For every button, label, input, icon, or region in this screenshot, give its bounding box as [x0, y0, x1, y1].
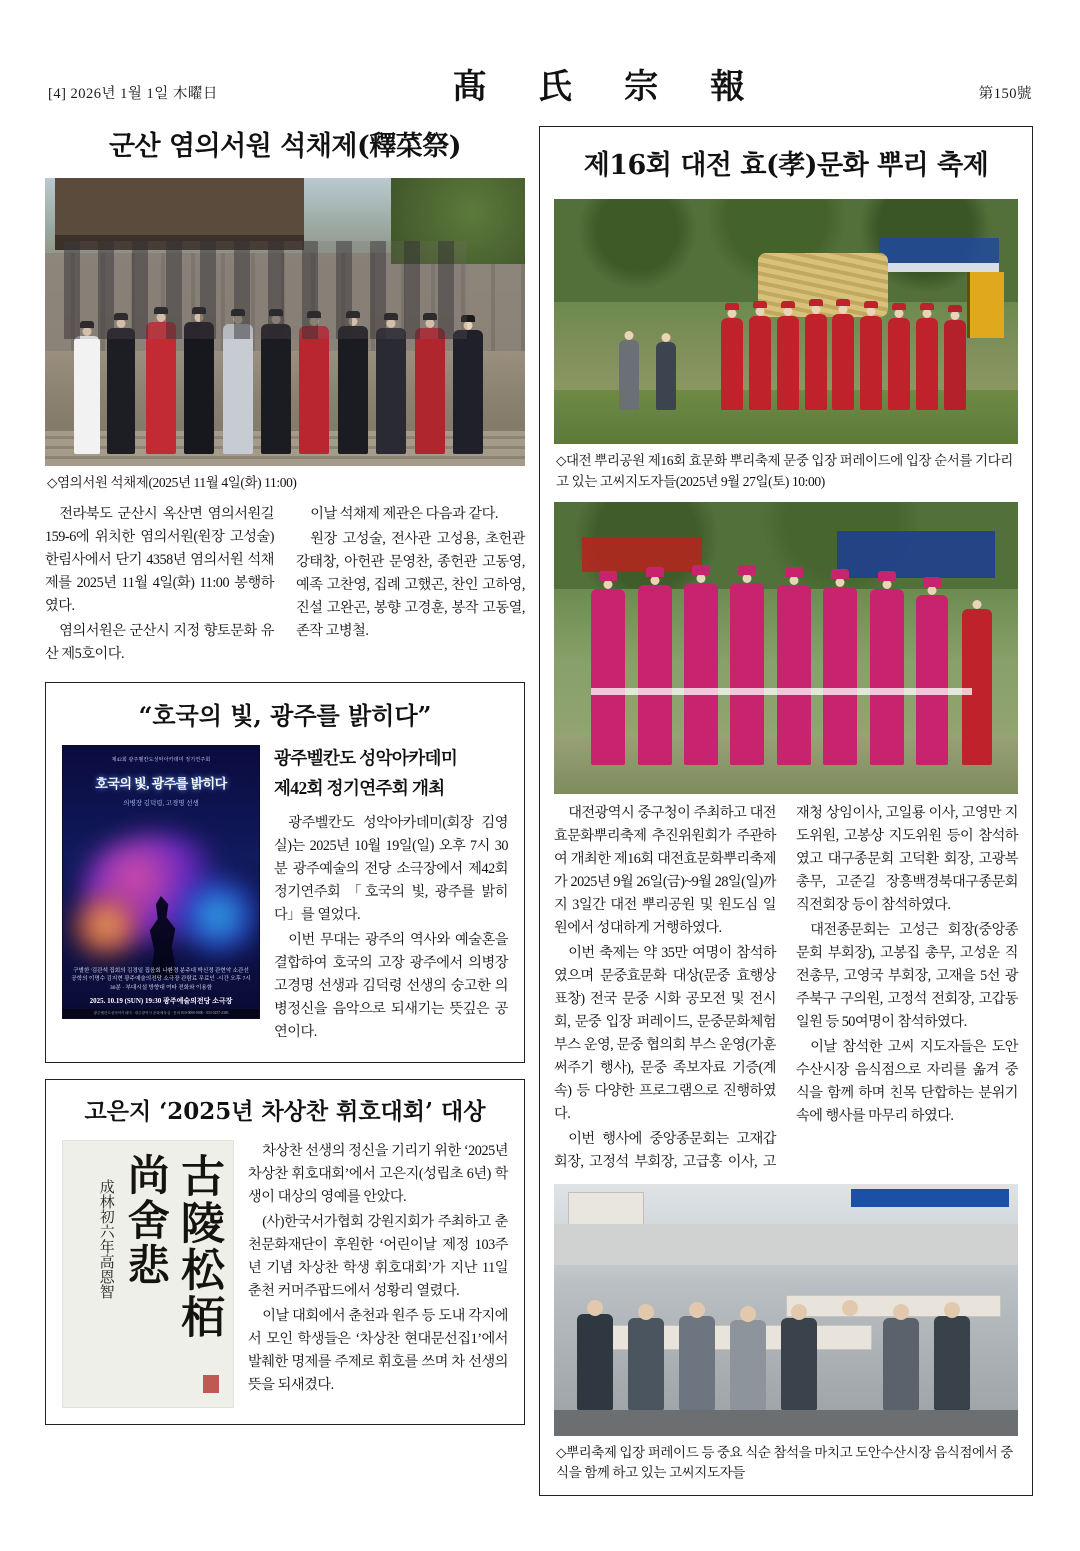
article2-content [62, 745, 508, 1046]
photo-figure [934, 1316, 970, 1410]
article2-para-1: 광주벨칸도 성악아카데미(회장 김영실)는 2025년 10월 19일(일) 오후 7시 30분 광주예술의 전당 소극장에서 제42회 정기연주회 「호국의 빛, 광주를 밝히다」를 열었다. [274, 814, 508, 923]
article1-caption: ◇염의서원 석채제(2025년 11월 4일(화) 11:00) [47, 474, 297, 490]
masthead-title: 髙 氏 宗 報 [452, 67, 765, 107]
right-column [539, 126, 1033, 1496]
photo-figure [184, 322, 214, 454]
article2-body [274, 812, 508, 1044]
photo-figure [916, 318, 938, 410]
article3-para-1: 차상찬 선생의 정신을 기리기 위한 ‘2025년 차상찬 휘호대회’에서 고은지(성립초 6년) 학생이 대상의 영예를 안았다. [248, 1143, 508, 1206]
article2-subhead-1: 광주벨칸도 성악아카데미 [274, 748, 458, 768]
photo-figure [832, 1314, 868, 1410]
article1-para-1: 전라북도 군산시 옥산면 염의서원길 159-6에 위치한 염의서원(원장 고성술) 한림사에서 단기 4358년 염의서원 석채제를 2025년 11월 4일(화) 11:00 봉행하였다. [45, 506, 274, 614]
photo-figure [944, 320, 966, 410]
photo-figure [684, 583, 718, 765]
article1-photo [45, 178, 525, 466]
photo-figure [619, 340, 639, 410]
photo-figure [453, 330, 483, 454]
article3-headline: 고은지 ‘2025년 차상찬 휘호대회’ 대상 [84, 1097, 486, 1125]
masthead-date: [4] 2026년 1월 1일 木曜日 [48, 86, 218, 102]
right-photo-group [554, 502, 1018, 794]
right-photo-lunch [554, 1184, 1018, 1435]
article3-para-3: 이날 대회에서 춘천과 원주 등 도내 각지에서 모인 학생들은 ‘차상찬 현대문선집1’에서 발췌한 명제를 주제로 휘호를 쓰며 차 선생의 뜻을 되새겼다. [248, 1308, 508, 1394]
photo-figure [883, 1318, 919, 1410]
photo-figure [638, 585, 672, 765]
concert-poster [62, 745, 260, 1019]
right-para-5: 이날 참석한 고씨 지도자들은 도안수산시장 음식점으로 자리를 옮겨 중식을 함께 하며 친목 단합하는 분위기 속에 행사를 마무리 하였다. [796, 1039, 1018, 1125]
article1-para-2: 염의서원은 군산시 지정 향토문화 유산 제5호이다. [45, 623, 274, 662]
photo-figure [721, 318, 743, 410]
calligraphy-col-small: 成林初六年高恩智 [97, 1179, 116, 1300]
article3-body [248, 1140, 508, 1397]
right-para-1: 대전광역시 중구청이 주최하고 대전효문화뿌리축제 추진위원회가 주관하여 개최한 제16회 대전효문화뿌리축제가 2025년 9월 26일(금)~9월 28일(일)까지 3일간 대전 뿌리공원 및 원도심 일원에서 성대하게 거행하였다. [554, 805, 776, 937]
photo-figure [679, 1316, 715, 1410]
photo-figure [591, 589, 625, 765]
right-para-3: 이번 행사에 중앙종문회는 고재갑 회장, 고정석 부회장, 고급홍 이사, 고재청 상임이사, 고일룡 이사, 고영만 지도위원, 고봉상 지도위원 등이 참석하였고 대구종문회 고덕환 회장, 고광복 총무, 고준길 장흥백경북대구종문회 직전회장 등이 참석하였다. [554, 805, 1018, 1171]
photo-figure [730, 1320, 766, 1410]
right-photo-parade [554, 199, 1018, 445]
article3-para-2: (사)한국서가협회 강원지회가 주최하고 춘천문화재단이 후원한 ‘어린이날 제정 103주년 기념 차상찬 학생 휘호대회’가 지난 11일 춘천 커머주팝드에서 성황리 열렸다. [248, 1214, 508, 1300]
photo-figure [146, 322, 176, 454]
photo-figure [823, 587, 857, 765]
photo-figure [749, 316, 771, 410]
masthead [45, 67, 1035, 110]
article-hwiho-contest [45, 1079, 525, 1426]
photo-figure [832, 314, 854, 410]
calligraphy-seal [203, 1375, 219, 1393]
calligraphy-col-mid: 尚舍悲 [121, 1153, 171, 1289]
photo-figure [376, 328, 406, 454]
photo-figure [415, 328, 445, 454]
poster-footer: 구별한 '김관석 집회의 김경일 집음회 나환경 분주대 박신정 관현악 소관선 공학의 이명수 김지현 광주예술의전당 소극장 관람료 무료인 ·시간 오후 7시 30분 · 부대시설 방향대 여타 전화와 이용함 [71, 967, 251, 991]
article-seokchaeje [45, 126, 525, 666]
poster-date: 2025. 10.19 (SUN) 19:30 광주예술의전당 소극장 [89, 997, 233, 1005]
article1-body [45, 503, 525, 666]
right-para-4: 대전종문회는 고성근 회장(중앙종문회 부회장), 고봉집 총무, 고성운 직전총무, 고영국 부회장, 고재을 5선 광주북구 구의원, 고정석 전회장, 고갑동 일원 등 50여명이 참석하였다. [796, 922, 1018, 1031]
photo-figure [74, 336, 100, 454]
article-gwangju-concert [45, 682, 525, 1063]
left-column [45, 126, 525, 1496]
photo-figure [107, 328, 135, 454]
photo-figure [860, 316, 882, 410]
poster-subtitle: 의병장 김덕령, 고경명 선생 [123, 800, 199, 807]
right-para-2: 이번 축제는 약 35만 여명이 참석하였으며 문중효문화 대상(문중 효행상 표창) 전국 문중 시화 공모전 및 전시회, 문중 입장 퍼레이드, 문중문화체험부스 운영, 문중 협의회 부스 운영(가훈 써주기 행사), 문중 족보자료 기증(계속) 등 다양한 프로그램으로 진행하였다. [554, 945, 776, 1123]
article3-content [62, 1140, 508, 1408]
page-columns [45, 126, 1035, 1496]
photo-figure [223, 324, 253, 454]
right-body [554, 802, 1018, 1174]
poster-sponsor-bar: 광주벨칸도성악아카데미 · 광주광역시 문화체육실 · 문의 010-0000-0000 · 053-5257-2385 [63, 1009, 259, 1018]
calligraphy-image [62, 1140, 234, 1408]
calligraphy-col-big: 古陵松栢 [173, 1153, 224, 1342]
photo-figure [299, 326, 329, 454]
article1-para-4: 원장 고성술, 전사관 고성용, 초헌관 강태창, 아헌관 문영찬, 종헌관 고동영, 예족 고찬영, 집례 고했곤, 찬인 고하영, 진설 고완곤, 봉향 고경훈, 봉작 고동열, 존작 고병철. [296, 531, 525, 639]
photo-figure [805, 314, 827, 410]
photo-figure [916, 595, 948, 765]
photo-figure [261, 324, 291, 454]
photo-figure [777, 316, 799, 410]
masthead-issue: 第150號 [978, 86, 1032, 102]
photo-figure [781, 1318, 817, 1410]
photo-figure [777, 585, 811, 765]
photo-figure [656, 342, 676, 410]
poster-top-line: 제42회 광주벨칸도성악아카데미 정기연주회 [111, 758, 211, 763]
article1-headline: 군산 염의서원 석채제(釋菜祭) [108, 131, 462, 162]
photo-figure [338, 326, 368, 454]
article2-para-2: 이번 무대는 광주의 역사와 예술혼을 결합하여 호국의 고장 광주에서 의병장 고경명 선생과 김덕령 선생의 숭고한 의병정신을 음악으로 되새기는 뜻깊은 공연이다. [274, 931, 508, 1040]
right-photo3-caption: ◇뿌리축제 입장 퍼레이드 등 중요 식순 참석을 마치고 도안수산시장 음식점에서 중식을 함께 하고 있는 고씨지도자들 [556, 1444, 1013, 1480]
right-photo1-caption: ◇대전 뿌리공원 제16회 효문화 뿌리축제 문중 입장 퍼레이드에 입장 순서를 기다리고 있는 고씨지도자들(2025년 9월 27일(토) 10:00) [556, 453, 1013, 489]
photo-figure [888, 318, 910, 410]
photo-figure [628, 1318, 664, 1410]
poster-title: 호국의 빛, 광주를 밝히다 [95, 776, 227, 791]
article1-para-3: 이날 석채제 제관은 다음과 같다. [310, 506, 498, 522]
photo-figure [577, 1314, 613, 1410]
article2-subhead-2: 제42회 정기연주회 개최 [274, 778, 445, 799]
article2-headline: “호국의 빛, 광주를 밝히다” [138, 701, 432, 730]
right-headline: 제16회 대전 효(孝)문화 뿌리 축제 [583, 150, 989, 181]
photo-figure [730, 583, 764, 765]
photo-figure [870, 589, 904, 765]
